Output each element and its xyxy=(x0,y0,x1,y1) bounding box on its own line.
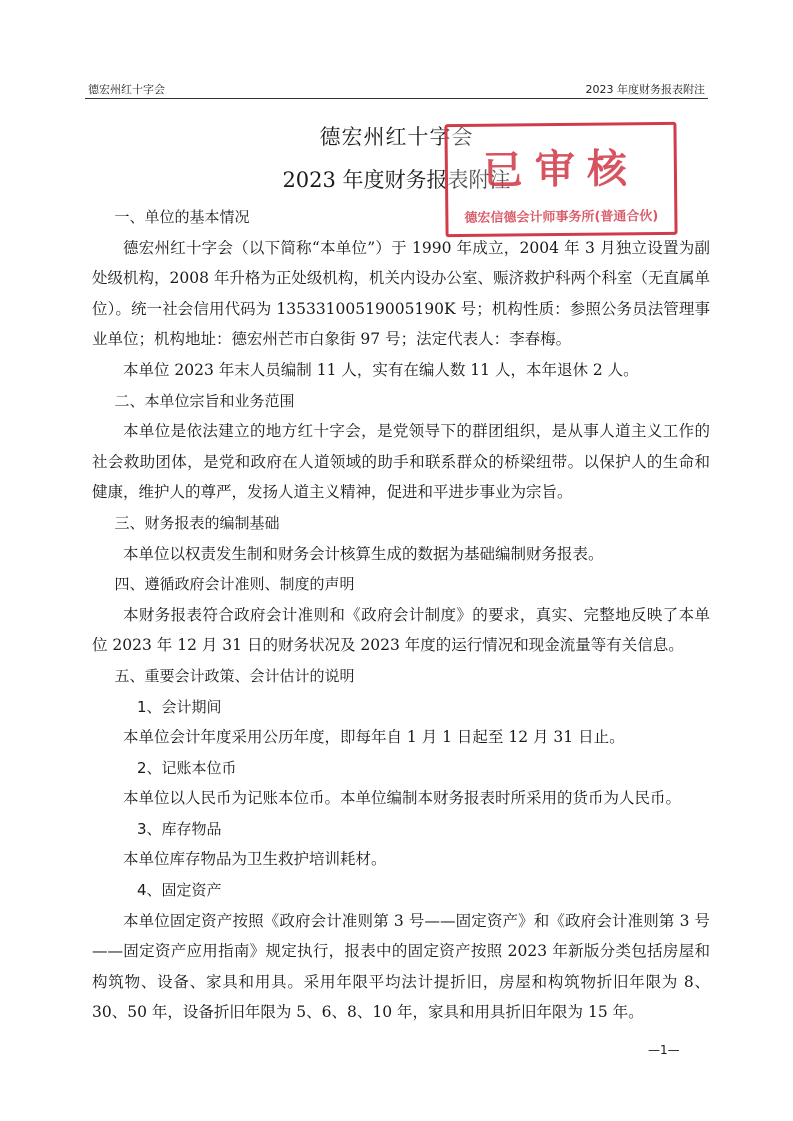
document-title: 德宏州红十字会 xyxy=(319,125,474,149)
document-subtitle: 2023 年度财务报表附注 xyxy=(282,168,511,192)
paragraph: 本单位固定资产按照《政府会计准则第 3 号——固定资产》和《政府会计准则第 3 号——固定资产应用指南》规定执行，报表中的固定资产按照 2023 年新版分类包括房屋和构筑物、设备、家具和用具。采用年限平均法计提折旧，房屋和构筑物折旧年限为 8、30、50 年，设备折旧年限为 5、6、8、10 年，家具和用具折旧年限为 15 年。 xyxy=(92,911,710,1022)
paragraph: 本单位 2023 年末人员编制 11 人，实有在编人数 11 人，本年退休 2 人。 xyxy=(123,360,639,379)
section-heading: 五、重要会计政策、会计估计的说明 xyxy=(114,666,355,685)
paragraph: 本单位库存物品为卫生救护培训耗材。 xyxy=(123,850,387,869)
page-header xyxy=(85,76,708,99)
section-heading: 二、本单位宗旨和业务范围 xyxy=(114,391,295,410)
section-heading: 四、遵循政府会计准则、制度的声明 xyxy=(114,575,355,594)
paragraph: 本财务报表符合政府会计准则和《政府会计制度》的要求，真实、完整地反映了本单位 2023 年 12 月 31 日的财务状况及 2023 年度的运行情况和现金流量等有关信息。 xyxy=(92,605,710,655)
paragraph: 德宏州红十字会（以下简称“本单位”）于 1990 年成立，2004 年 3 月独立设置为副处级机构，2008 年升格为正处级机构，机关内设办公室、赈济救护科两个科室（无直属单位）。统一社会信用代码为 13533100519005190K 号；机构性质：参照公务员法管理事业单位；机构地址：德宏州芒市白象街 97 号；法定代表人：李春梅。 xyxy=(92,238,710,349)
subsection-heading: 4、固定资产 xyxy=(137,881,222,900)
header-doc-title: 2023 年度财务报表附注 xyxy=(585,83,705,96)
paragraph: 本单位以人民币为记账本位币。本单位编制本财务报表时所采用的货币为人民币。 xyxy=(123,789,682,808)
page-number: —1— xyxy=(648,1043,680,1057)
header-org-name: 德宏州红十字会 xyxy=(88,83,165,96)
section-heading: 三、财务报表的编制基础 xyxy=(114,513,280,532)
stamp-firm-name: 德宏信德会计师事务所(普通合伙) xyxy=(464,208,659,227)
paragraph: 本单位以权责发生制和财务会计核算生成的数据为基础编制财务报表。 xyxy=(123,544,604,563)
subsection-heading: 3、库存物品 xyxy=(137,819,222,838)
section-heading: 一、单位的基本情况 xyxy=(114,208,250,226)
paragraph: 本单位是依法建立的地方红十字会，是党领导下的群团组织，是从事人道主义工作的社会救助团体，是党和政府在人道领域的助手和联系群众的桥梁纽带。以保护人的生命和健康，维护人的尊严，发扬人道主义精神，促进和平进步事业为宗旨。 xyxy=(92,422,710,502)
subsection-heading: 2、记账本位币 xyxy=(137,758,237,777)
paragraph: 本单位会计年度采用公历年度，即每年自 1 月 1 日起至 12 月 31 日止。 xyxy=(123,728,625,747)
stamp-main-text: 已审核 xyxy=(482,146,640,194)
document-body xyxy=(92,202,710,1028)
subsection-heading: 1、会计期间 xyxy=(137,697,222,716)
